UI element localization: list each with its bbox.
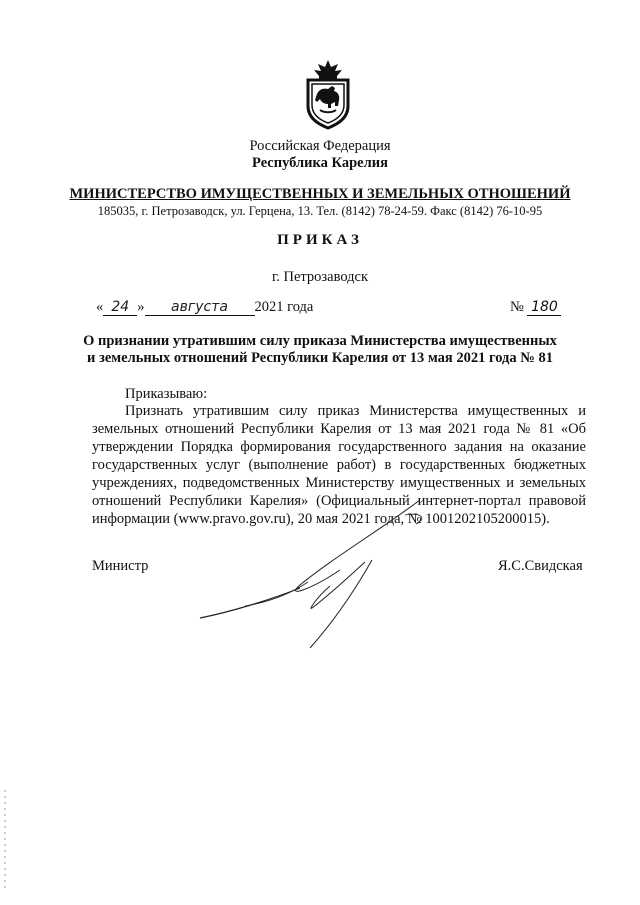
handwritten-signature-icon [190, 490, 430, 650]
subject-line-1: О признании утратившим силу приказа Министерства имущественных [83, 333, 557, 349]
subject-line-2: и земельных отношений Республики Карелия от 13 мая 2021 года № 81 [87, 350, 553, 366]
document-type-title: ПРИКАЗ [277, 232, 363, 248]
number-prefix: № [510, 299, 524, 315]
body-line: учреждениях, подведомственных Министерству имущественных и земельных [92, 475, 586, 491]
republic-name: Республика Карелия [252, 155, 388, 171]
body-line: утверждении Порядка формирования государственного задания на оказание [92, 439, 586, 455]
karelia-coat-of-arms-icon [302, 58, 354, 130]
date-year: 2021 года [254, 299, 314, 315]
document-subject [0, 333, 640, 367]
date-day: 24 [103, 299, 137, 316]
signer-name: Я.С.Свидская [498, 558, 583, 574]
body-line: отношений Республики Карелия» (Официальный интернет-портал правовой [92, 493, 586, 509]
signer-position: Министр [92, 558, 149, 574]
country-name: Российская Федерация [249, 138, 391, 154]
page-margin-mark [4, 790, 6, 890]
ministry-address: 185035, г. Петрозаводск, ул. Герцена, 13. Тел. (8142) 78-24-59. Факс (8142) 76-10-95 [97, 204, 543, 218]
number-value: 180 [527, 299, 561, 316]
date-open-quote: « [96, 299, 104, 315]
date-month: августа [145, 299, 255, 316]
date-close-quote: » [137, 299, 145, 315]
body-line: Признать утратившим силу приказ Министерства имущественных и [125, 403, 586, 419]
body-line: государственных услуг (выполнение работ) в государственных бюджетных [92, 457, 586, 473]
body-line: информации (www.pravo.gov.ru), 20 мая 2021 года, № 1001202105200015). [92, 511, 550, 527]
body-line: земельных отношений Республики Карелия от 13 мая 2021 года № 81 «Об [92, 421, 586, 437]
document-number [510, 299, 561, 316]
document-date [96, 299, 313, 316]
ministry-name: МИНИСТЕРСТВО ИМУЩЕСТВЕННЫХ И ЗЕМЕЛЬНЫХ ОТНОШЕНИЙ [69, 186, 571, 202]
orders-word: Приказываю: [125, 386, 208, 402]
document-city: г. Петрозаводск [271, 269, 369, 285]
